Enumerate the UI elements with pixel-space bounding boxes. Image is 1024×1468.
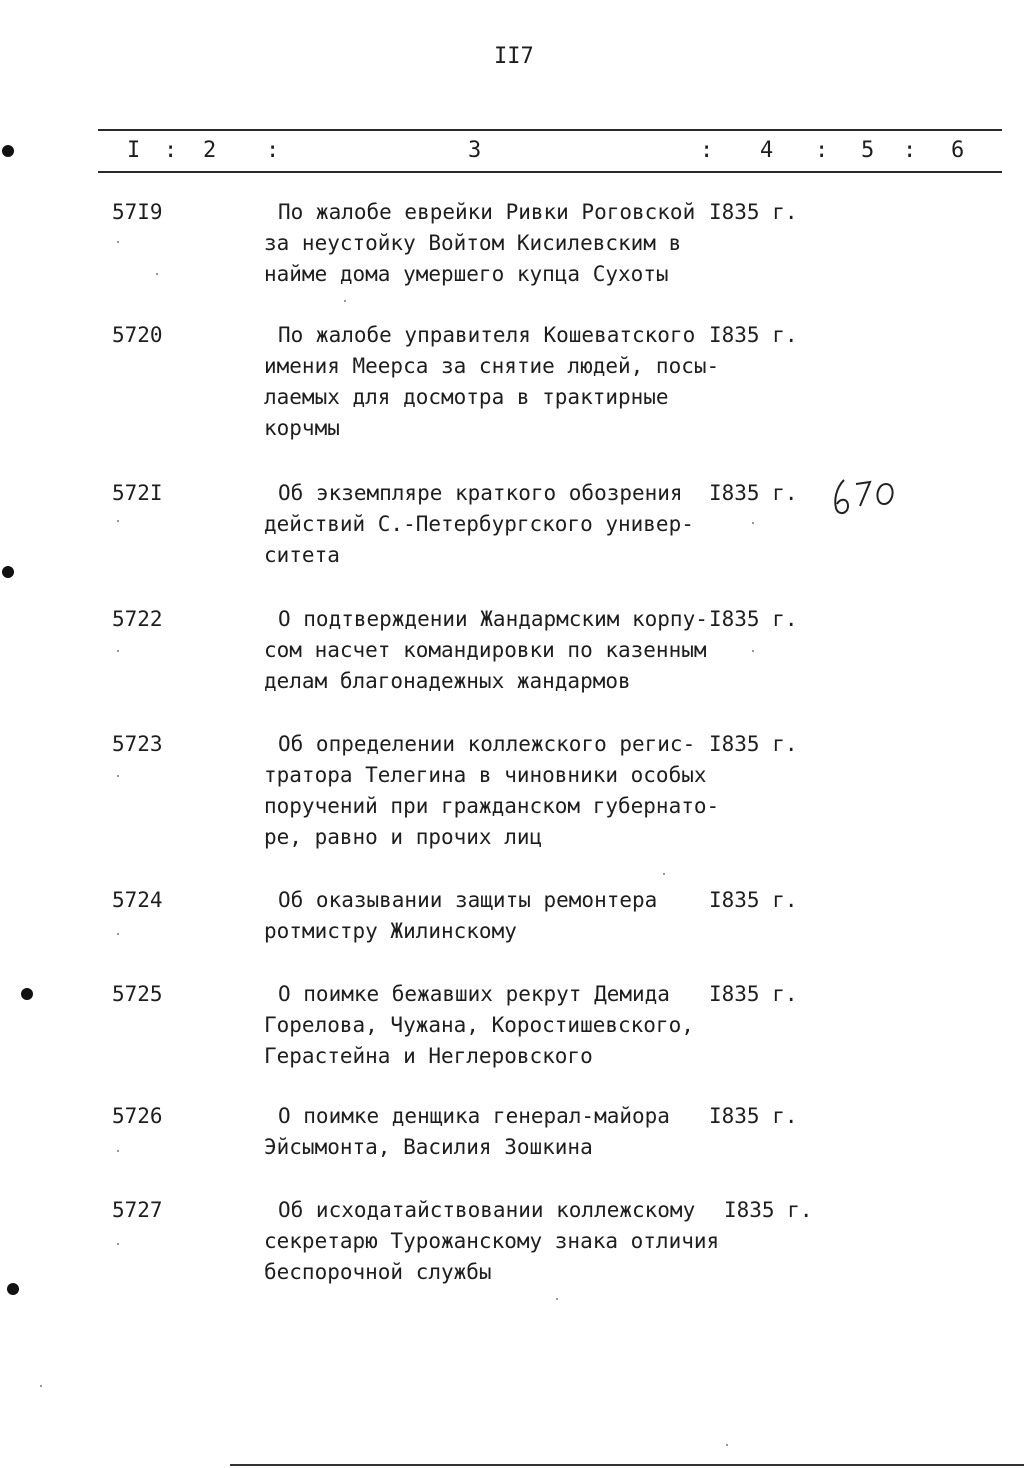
entry-description — [264, 1101, 670, 1163]
entry-number: 5727 — [112, 1198, 163, 1222]
entry-description — [264, 729, 719, 853]
entry-year: I835 г. — [709, 323, 798, 347]
speck — [752, 650, 754, 652]
header-cell: I — [127, 138, 141, 163]
entry-description — [264, 979, 694, 1072]
entry-description — [264, 197, 695, 290]
speck — [156, 273, 158, 275]
speck — [663, 873, 665, 875]
description-line: Об исходатайствовании коллежскому — [278, 1198, 696, 1222]
description-line: сом насчет командировки по казенным — [264, 638, 707, 662]
description-line: тратора Телегина в чиновники особых — [264, 763, 707, 787]
header-cell: 2 — [203, 138, 217, 163]
entry-number: 5723 — [112, 732, 163, 756]
entry-year: I835 г. — [709, 732, 798, 756]
punch-hole — [7, 1283, 19, 1295]
speck — [117, 650, 119, 652]
table-header — [0, 138, 1024, 164]
description-line: Об определении коллежского регис- — [278, 732, 696, 756]
description-line: секретарю Турожанскому знака отличия — [264, 1229, 720, 1253]
header-cell: 6 — [951, 138, 965, 163]
entry-description — [264, 1195, 719, 1288]
handwritten-note-mark — [830, 470, 910, 520]
speck — [344, 300, 346, 302]
entry-year: I835 г. — [709, 200, 798, 224]
description-line: ре, равно и прочих лиц — [264, 825, 543, 849]
header-cell: 3 — [468, 138, 482, 163]
description-line: О поимке бежавших рекрут Демида — [278, 982, 670, 1006]
description-line: По жалобе управителя Кошеватского — [278, 323, 696, 347]
header-cell: : — [815, 138, 829, 163]
description-line: Об экземпляре краткого обозрения — [278, 481, 683, 505]
header-cell: 5 — [861, 138, 875, 163]
speck — [117, 520, 119, 522]
header-cell: : — [700, 138, 714, 163]
punch-hole — [21, 988, 33, 1000]
description-line: Эйсымонта, Василия Зошкина — [264, 1135, 593, 1159]
description-line: О поимке денщика генерал-майора — [278, 1104, 670, 1128]
header-cell: 4 — [760, 138, 774, 163]
entry-number: 57I9 — [112, 200, 163, 224]
bottom-rule — [230, 1464, 1024, 1466]
description-line: за неустойку Войтом Кисилевским в — [264, 231, 682, 255]
entry-year: I835 г. — [709, 982, 798, 1006]
description-line: беспорочной службы — [264, 1260, 492, 1284]
table-header-rule — [98, 171, 1002, 173]
header-cell: : — [266, 138, 280, 163]
table-top-rule — [98, 129, 1002, 131]
description-line: найме дома умершего купца Сухоты — [264, 262, 669, 286]
speck — [117, 1243, 119, 1245]
entry-number: 5726 — [112, 1104, 163, 1128]
description-line: Герастейна и Неглеровского — [264, 1044, 593, 1068]
description-line: корчмы — [264, 416, 340, 440]
description-line: имения Меерса за снятие людей, посы- — [264, 354, 720, 378]
entry-number: 5720 — [112, 323, 163, 347]
description-line: ситета — [264, 543, 340, 567]
page-number: II7 — [494, 44, 534, 69]
entry-number: 572I — [112, 481, 163, 505]
speck — [752, 522, 754, 524]
speck — [117, 933, 119, 935]
description-line: О подтверждении Жандармским корпу- — [278, 607, 708, 631]
description-line: лаемых для досмотра в трактирные — [264, 385, 669, 409]
entry-number: 5724 — [112, 888, 163, 912]
entry-description — [264, 320, 719, 444]
description-line: действий С.-Петербургского универ- — [264, 512, 694, 536]
entry-number: 5725 — [112, 982, 163, 1006]
description-line: Об оказывании защиты ремонтера — [278, 888, 658, 912]
entry-year: I835 г. — [709, 888, 798, 912]
entry-year: I835 г. — [709, 1104, 798, 1128]
speck — [726, 1444, 728, 1446]
entry-year: I835 г. — [709, 481, 798, 505]
punch-hole — [2, 145, 14, 157]
description-line: Горелова, Чужана, Коростишевского, — [264, 1013, 694, 1037]
description-line: поручений при гражданском губернато- — [264, 794, 720, 818]
entry-description — [264, 478, 694, 571]
entry-year: I835 г. — [709, 607, 798, 631]
description-line: ротмистру Жилинскому — [264, 919, 517, 943]
speck — [40, 1385, 42, 1387]
speck — [117, 775, 119, 777]
header-cell: : — [164, 138, 178, 163]
header-cell: : — [903, 138, 917, 163]
punch-hole — [2, 566, 14, 578]
entry-number: 5722 — [112, 607, 163, 631]
speck — [117, 241, 119, 243]
description-line: делам благонадежных жандармов — [264, 669, 631, 693]
speck — [556, 1298, 558, 1300]
entry-description — [264, 885, 657, 947]
entry-description — [264, 604, 708, 697]
entry-year: I835 г. — [724, 1198, 813, 1222]
description-line: По жалобе еврейки Ривки Роговской — [278, 200, 696, 224]
speck — [117, 1150, 119, 1152]
